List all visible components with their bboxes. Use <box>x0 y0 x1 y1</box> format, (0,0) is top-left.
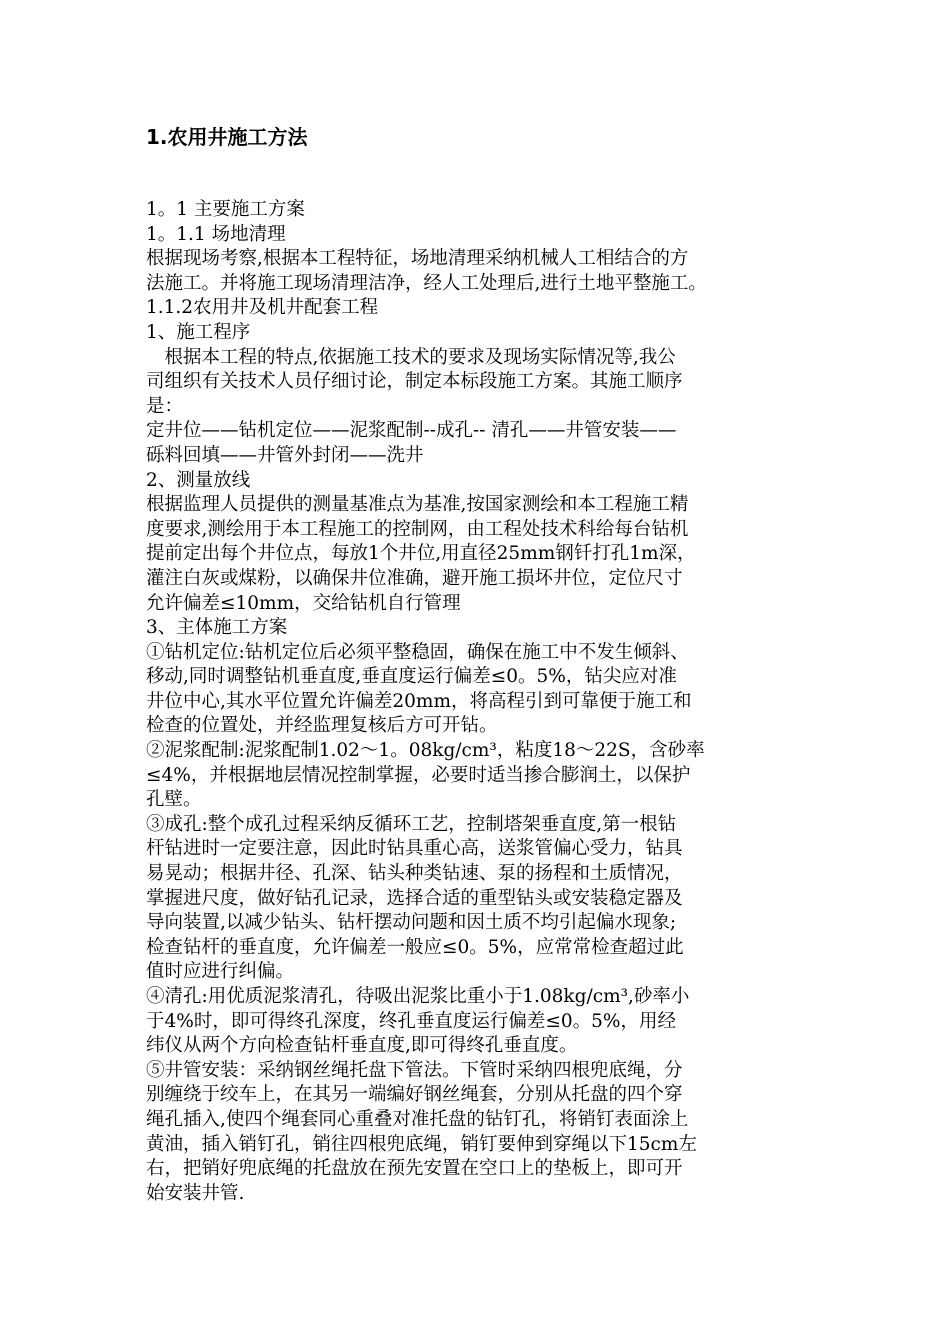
text-line: 1。1 主要施工方案 <box>146 199 305 220</box>
text-line: 允许偏差≤10mm，交给钻机自行管理 <box>146 592 461 614</box>
text-line: ②泥浆配制:泥浆配制1.02～1。08kg/cm³，粘度18～22S，含砂率 <box>146 740 705 762</box>
text-line: 纬仪从两个方向检查钻杆垂直度,即可得终孔垂直度。 <box>146 1035 578 1057</box>
text-line: 根据监理人员提供的测量基准点为基准,按国家测绘和本工程施工精 <box>146 494 689 516</box>
document-page <box>146 124 826 1206</box>
text-line: ①钻机定位:钻机定位后必须平整稳固，确保在施工中不发生倾斜、 <box>146 641 689 663</box>
text-line: 井位中心,其水平位置允许偏差20mm，将高程引到可靠便于施工和 <box>146 690 692 712</box>
text-line: 移动,同时调整钻机垂直度,垂直度运行偏差≤0。5%，钻尖应对准 <box>146 666 677 688</box>
text-line: 于4%时，即可得终孔深度，终孔垂直度运行偏差≤0。5%，用经 <box>146 1010 676 1032</box>
text-line: 度要求,测绘用于本工程施工的控制网，由工程处技术科给每台钻机 <box>146 518 689 540</box>
text-line: 司组织有关技术人员仔细讨论，制定本标段施工方案。其施工顺序 <box>146 371 683 393</box>
text-line: 1。1.1 场地清理 <box>146 223 286 245</box>
text-line: 根据现场考察,根据本工程特征，场地清理采纳机械人工相结合的方 <box>146 248 689 270</box>
text-line: 掌握进尺度，做好钻孔记录，选择合适的重型钻头或安装稳定器及 <box>146 887 683 909</box>
text-line: 杆钻进时一定要注意，因此时钻具重心高，送浆管偏心受力，钻具 <box>146 838 683 860</box>
text-line: ③成孔:整个成孔过程采纳反循环工艺，控制塔架垂直度,第一根钻 <box>146 813 677 835</box>
text-line: 法施工。并将施工现场清理洁净，经人工处理后,进行土地平整施工。 <box>146 272 707 294</box>
text-line: ≤4%，并根据地层情况控制掌握，必要时适当掺合膨润土，以保护 <box>146 764 691 786</box>
text-line: 别缠绕于绞车上，在其另一端编好钢丝绳套，分别从托盘的四个穿 <box>146 1084 683 1106</box>
text-line: ⑤井管安装：采纳钢丝绳托盘下管法。下管时采纳四根兜底绳，分 <box>146 1059 683 1081</box>
text-line: 右，把销好兜底绳的托盘放在预先安置在空口上的垫板上，即可开 <box>146 1158 683 1180</box>
document-title: 1.农用井施工方法 <box>146 125 308 149</box>
text-line: 始安装井管. <box>146 1182 245 1204</box>
text-line: ④清孔:用优质泥浆清孔，待吸出泥浆比重小于1.08kg/cm³,砂率小 <box>146 986 690 1007</box>
text-line: 3、主体施工方案 <box>146 617 288 639</box>
text-line: 砾料回填——井管外封闭——洗井 <box>146 444 424 466</box>
document-body <box>146 198 826 1206</box>
text-line: 是： <box>146 395 184 417</box>
text-line: 易晃动；根据井径、孔深、钻头种类钻速、泵的扬程和土质情况， <box>146 863 683 885</box>
text-line: 检查的位置处，并经监理复核后方可开钻。 <box>146 715 498 737</box>
text-line: 值时应进行纠偏。 <box>146 961 295 983</box>
text-line: 提前定出每个井位点，每放1个井位,用直径25mm钢钎打孔1m深， <box>146 543 696 565</box>
text-line: 黄油，插入销钉孔，销往四根兜底绳，销钉要伸到穿绳以下15cm左 <box>146 1133 697 1155</box>
text-line: 定井位——钻机定位——泥浆配制--成孔-- 清孔——井管安装—— <box>146 420 677 442</box>
text-line: 导向装置,以减少钻头、钻杆摆动问题和因土质不均引起偏水现象; <box>146 912 677 934</box>
text-line: 灌注白灰或煤粉，以确保井位准确，避开施工损坏井位，定位尺寸 <box>146 567 683 589</box>
text-line: 根据本工程的特点,依据施工技术的要求及现场实际情况等,我公 <box>146 346 676 368</box>
text-line: 绳孔插入,使四个绳套同心重叠对准托盘的钻钉孔，将销钉表面涂上 <box>146 1108 689 1130</box>
text-line: 孔壁。 <box>146 789 202 811</box>
text-line: 1.1.2农用井及机井配套工程 <box>146 297 379 319</box>
text-line: 2、测量放线 <box>146 469 251 491</box>
text-line: 1、施工程序 <box>146 321 251 343</box>
text-line: 检查钻杆的垂直度，允许偏差一般应≤0。5%，应常常检查超过此 <box>146 936 684 958</box>
